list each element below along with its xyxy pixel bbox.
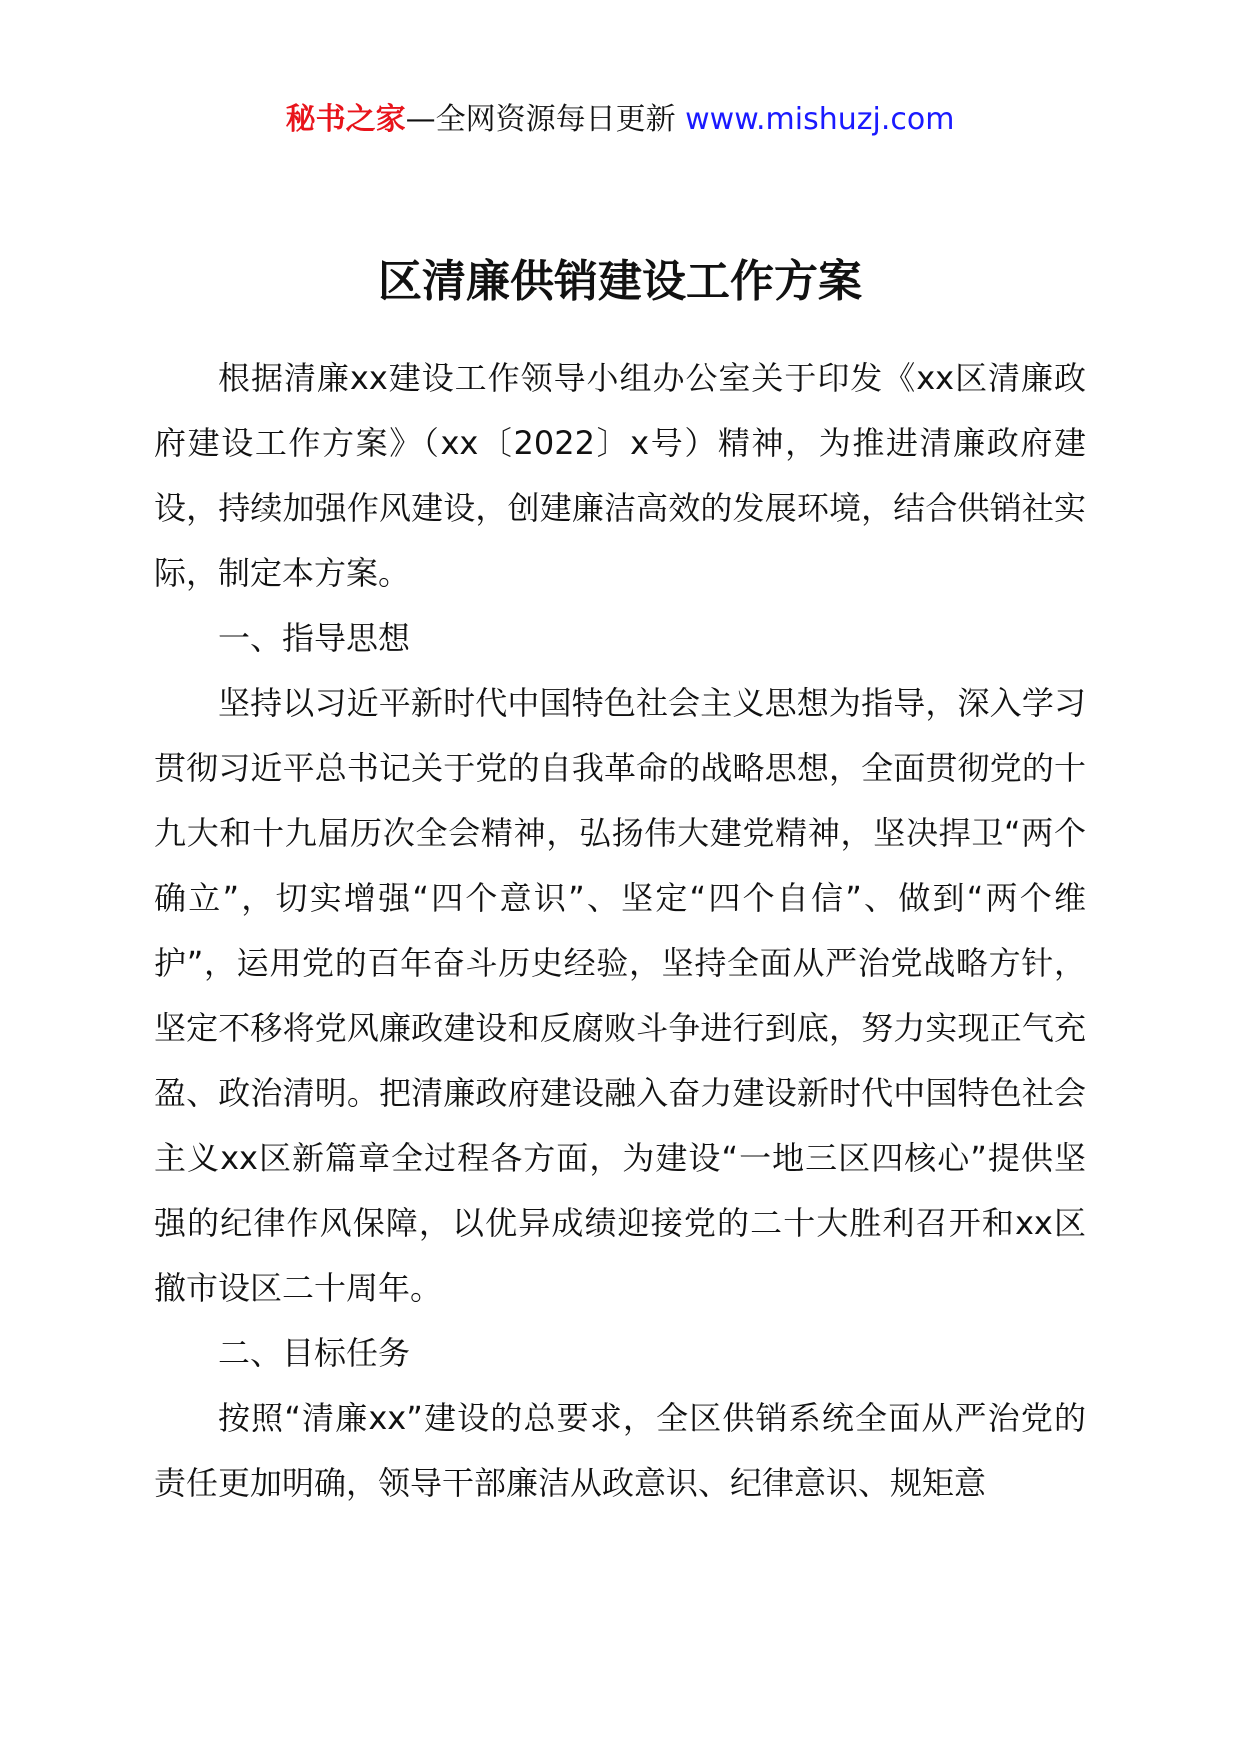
section-heading-goals: 二、目标任务: [218, 1334, 411, 1372]
document-body: [154, 346, 1086, 1516]
paragraph-intro: 根据清廉xx建设工作领导小组办公室关于印发《xx区清廉政府建设工作方案》（xx〔2022〕x号）精神，为推进清廉政府建设，持续加强作风建设，创建廉洁高效的发展环境，结合供销社实际，制定本方案。: [154, 359, 1086, 592]
paragraph-guiding-thought: 坚持以习近平新时代中国特色社会主义思想为指导，深入学习贯彻习近平总书记关于党的自我革命的战略思想，全面贯彻党的十九大和十九届历次全会精神，弘扬伟大建党精神，坚决捍卫“两个确立”，切实增强“四个意识”、坚定“四个自信”、做到“两个维护”，运用党的百年奋斗历史经验，坚持全面从严治党战略方针，坚定不移将党风廉政建设和反腐败斗争进行到底，努力实现正气充盈、政治清明。把清廉政府建设融入奋力建设新时代中国特色社会主义xx区新篇章全过程各方面，为建设“一地三区四核心”提供坚强的纪律作风保障，以优异成绩迎接党的二十大胜利召开和xx区撤市设区二十周年。: [154, 684, 1086, 1307]
paragraph-goals: 按照“清廉xx”建设的总要求，全区供销系统全面从严治党的责任更加明确，领导干部廉洁从政意识、纪律意识、规矩意: [154, 1399, 1086, 1502]
section-heading-guiding-thought: 一、指导思想: [218, 619, 411, 657]
site-header: [0, 100, 1240, 140]
site-url-link[interactable]: www.mishuzj.com: [685, 102, 955, 137]
document-title: 区清廉供销建设工作方案: [378, 256, 862, 307]
site-brand: 秘书之家: [285, 102, 406, 137]
site-tagline: —全网资源每日更新: [405, 102, 676, 137]
